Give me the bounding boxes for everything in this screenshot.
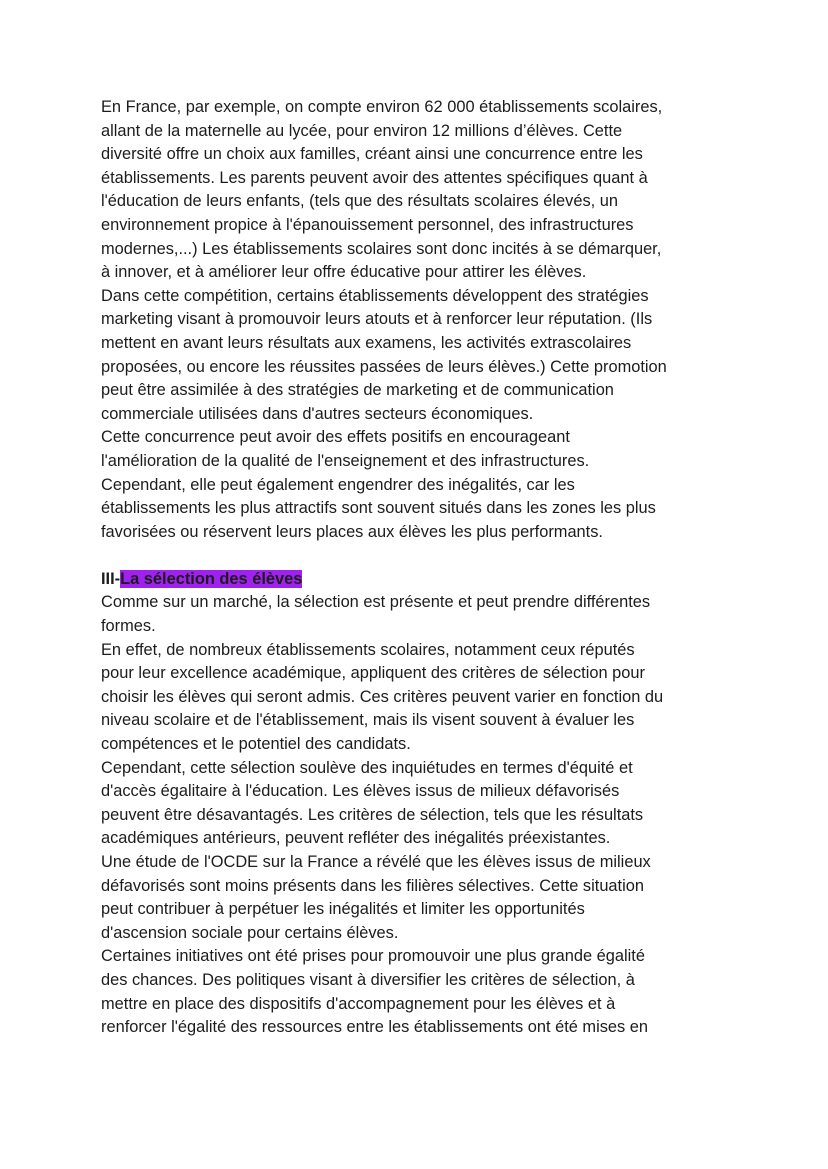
text-line: peuvent être désavantagés. Les critères de sélection, tels que les résultats: [101, 805, 644, 824]
text-line: établissements. Les parents peuvent avoir des attentes spécifiques quant à: [101, 168, 648, 187]
text-line: niveau scolaire et de l'établissement, mais ils visent souvent à évaluer les: [101, 711, 635, 730]
text-line: établissements les plus attractifs sont souvent situés dans les zones les plus: [101, 499, 656, 518]
text-line: Une étude de l'OCDE sur la France a révélé que les élèves issus de milieux: [101, 853, 651, 871]
paragraph-block-1: [101, 96, 741, 544]
text-line: l'amélioration de la qualité de l'enseignement et des infrastructures.: [101, 451, 590, 470]
text-line: peut être assimilée à des stratégies de marketing et de communication: [101, 381, 614, 400]
text-line: favorisées ou réservent leurs places aux élèves les plus performants.: [101, 522, 603, 541]
text-line: Cependant, cette sélection soulève des inquiétudes en termes d'équité et: [101, 758, 633, 777]
section-heading: [101, 568, 741, 592]
text-line: renforcer l'égalité des ressources entre les établissements ont été mises en: [101, 1018, 649, 1037]
text-line: académiques antérieurs, peuvent refléter des inégalités préexistantes.: [101, 829, 611, 848]
text-line: mettre en place des dispositifs d'accompagnement pour les élèves et à: [101, 994, 616, 1013]
text-line: allant de la maternelle au lycée, pour environ 12 millions d’élèves. Cette: [101, 121, 623, 140]
text-line: Cependant, elle peut également engendrer des inégalités, car les: [101, 475, 575, 494]
text-line: d'accès égalitaire à l'éducation. Les élèves issus de milieux défavorisés: [101, 782, 620, 801]
text-line: Comme sur un marché, la sélection est présente et peut prendre différentes: [101, 593, 651, 612]
paragraph-block-2: [101, 591, 741, 1039]
text-line: formes.: [101, 617, 156, 636]
text-line: marketing visant à promouvoir leurs atouts et à renforcer leur réputation. (Ils: [101, 310, 653, 329]
text-line: Dans cette compétition, certains établissements développent des stratégies: [101, 286, 649, 305]
section-heading-number: III-: [101, 569, 121, 588]
text-line: commerciale utilisées dans d'autres secteurs économiques.: [101, 404, 534, 423]
text-line: choisir les élèves qui seront admis. Ces critères peuvent varier en fonction du: [101, 687, 664, 706]
text-line: mettent en avant leurs résultats aux examens, les activités extrascolaires: [101, 333, 632, 352]
text-line: d'ascension sociale pour certains élèves.: [101, 923, 399, 942]
text-line: peut contribuer à perpétuer les inégalités et limiter les opportunités: [101, 900, 585, 919]
text-line: diversité offre un choix aux familles, créant ainsi une concurrence entre les: [101, 145, 643, 164]
section-heading-title: La sélection des élèves: [120, 569, 303, 588]
text-line: pour leur excellence académique, appliquent des critères de sélection pour: [101, 664, 645, 683]
text-line: Cette concurrence peut avoir des effets positifs en encourageant: [101, 428, 570, 447]
text-line: En France, par exemple, on compte environ 62 000 établissements scolaires,: [101, 98, 663, 116]
text-line: compétences et le potentiel des candidats.: [101, 735, 411, 754]
text-line: des chances. Des politiques visant à diversifier les critères de sélection, à: [101, 970, 635, 989]
text-line: proposées, ou encore les réussites passées de leurs élèves.) Cette promotion: [101, 357, 667, 376]
blank-line: [101, 544, 741, 568]
text-line: modernes,...) Les établissements scolaires sont donc incités à se démarquer,: [101, 239, 662, 258]
text-line: l'éducation de leurs enfants, (tels que des résultats scolaires élevés, un: [101, 192, 618, 211]
text-line: Certaines initiatives ont été prises pour promouvoir une plus grande égalité: [101, 947, 645, 966]
text-line: environnement propice à l'épanouissement personnel, des infrastructures: [101, 215, 634, 234]
text-line: En effet, de nombreux établissements scolaires, notamment ceux réputés: [101, 640, 635, 659]
text-line: défavorisés sont moins présents dans les filières sélectives. Cette situation: [101, 876, 644, 895]
text-line: à innover, et à améliorer leur offre éducative pour attirer les élèves.: [101, 263, 587, 282]
document-page: [101, 96, 741, 1040]
